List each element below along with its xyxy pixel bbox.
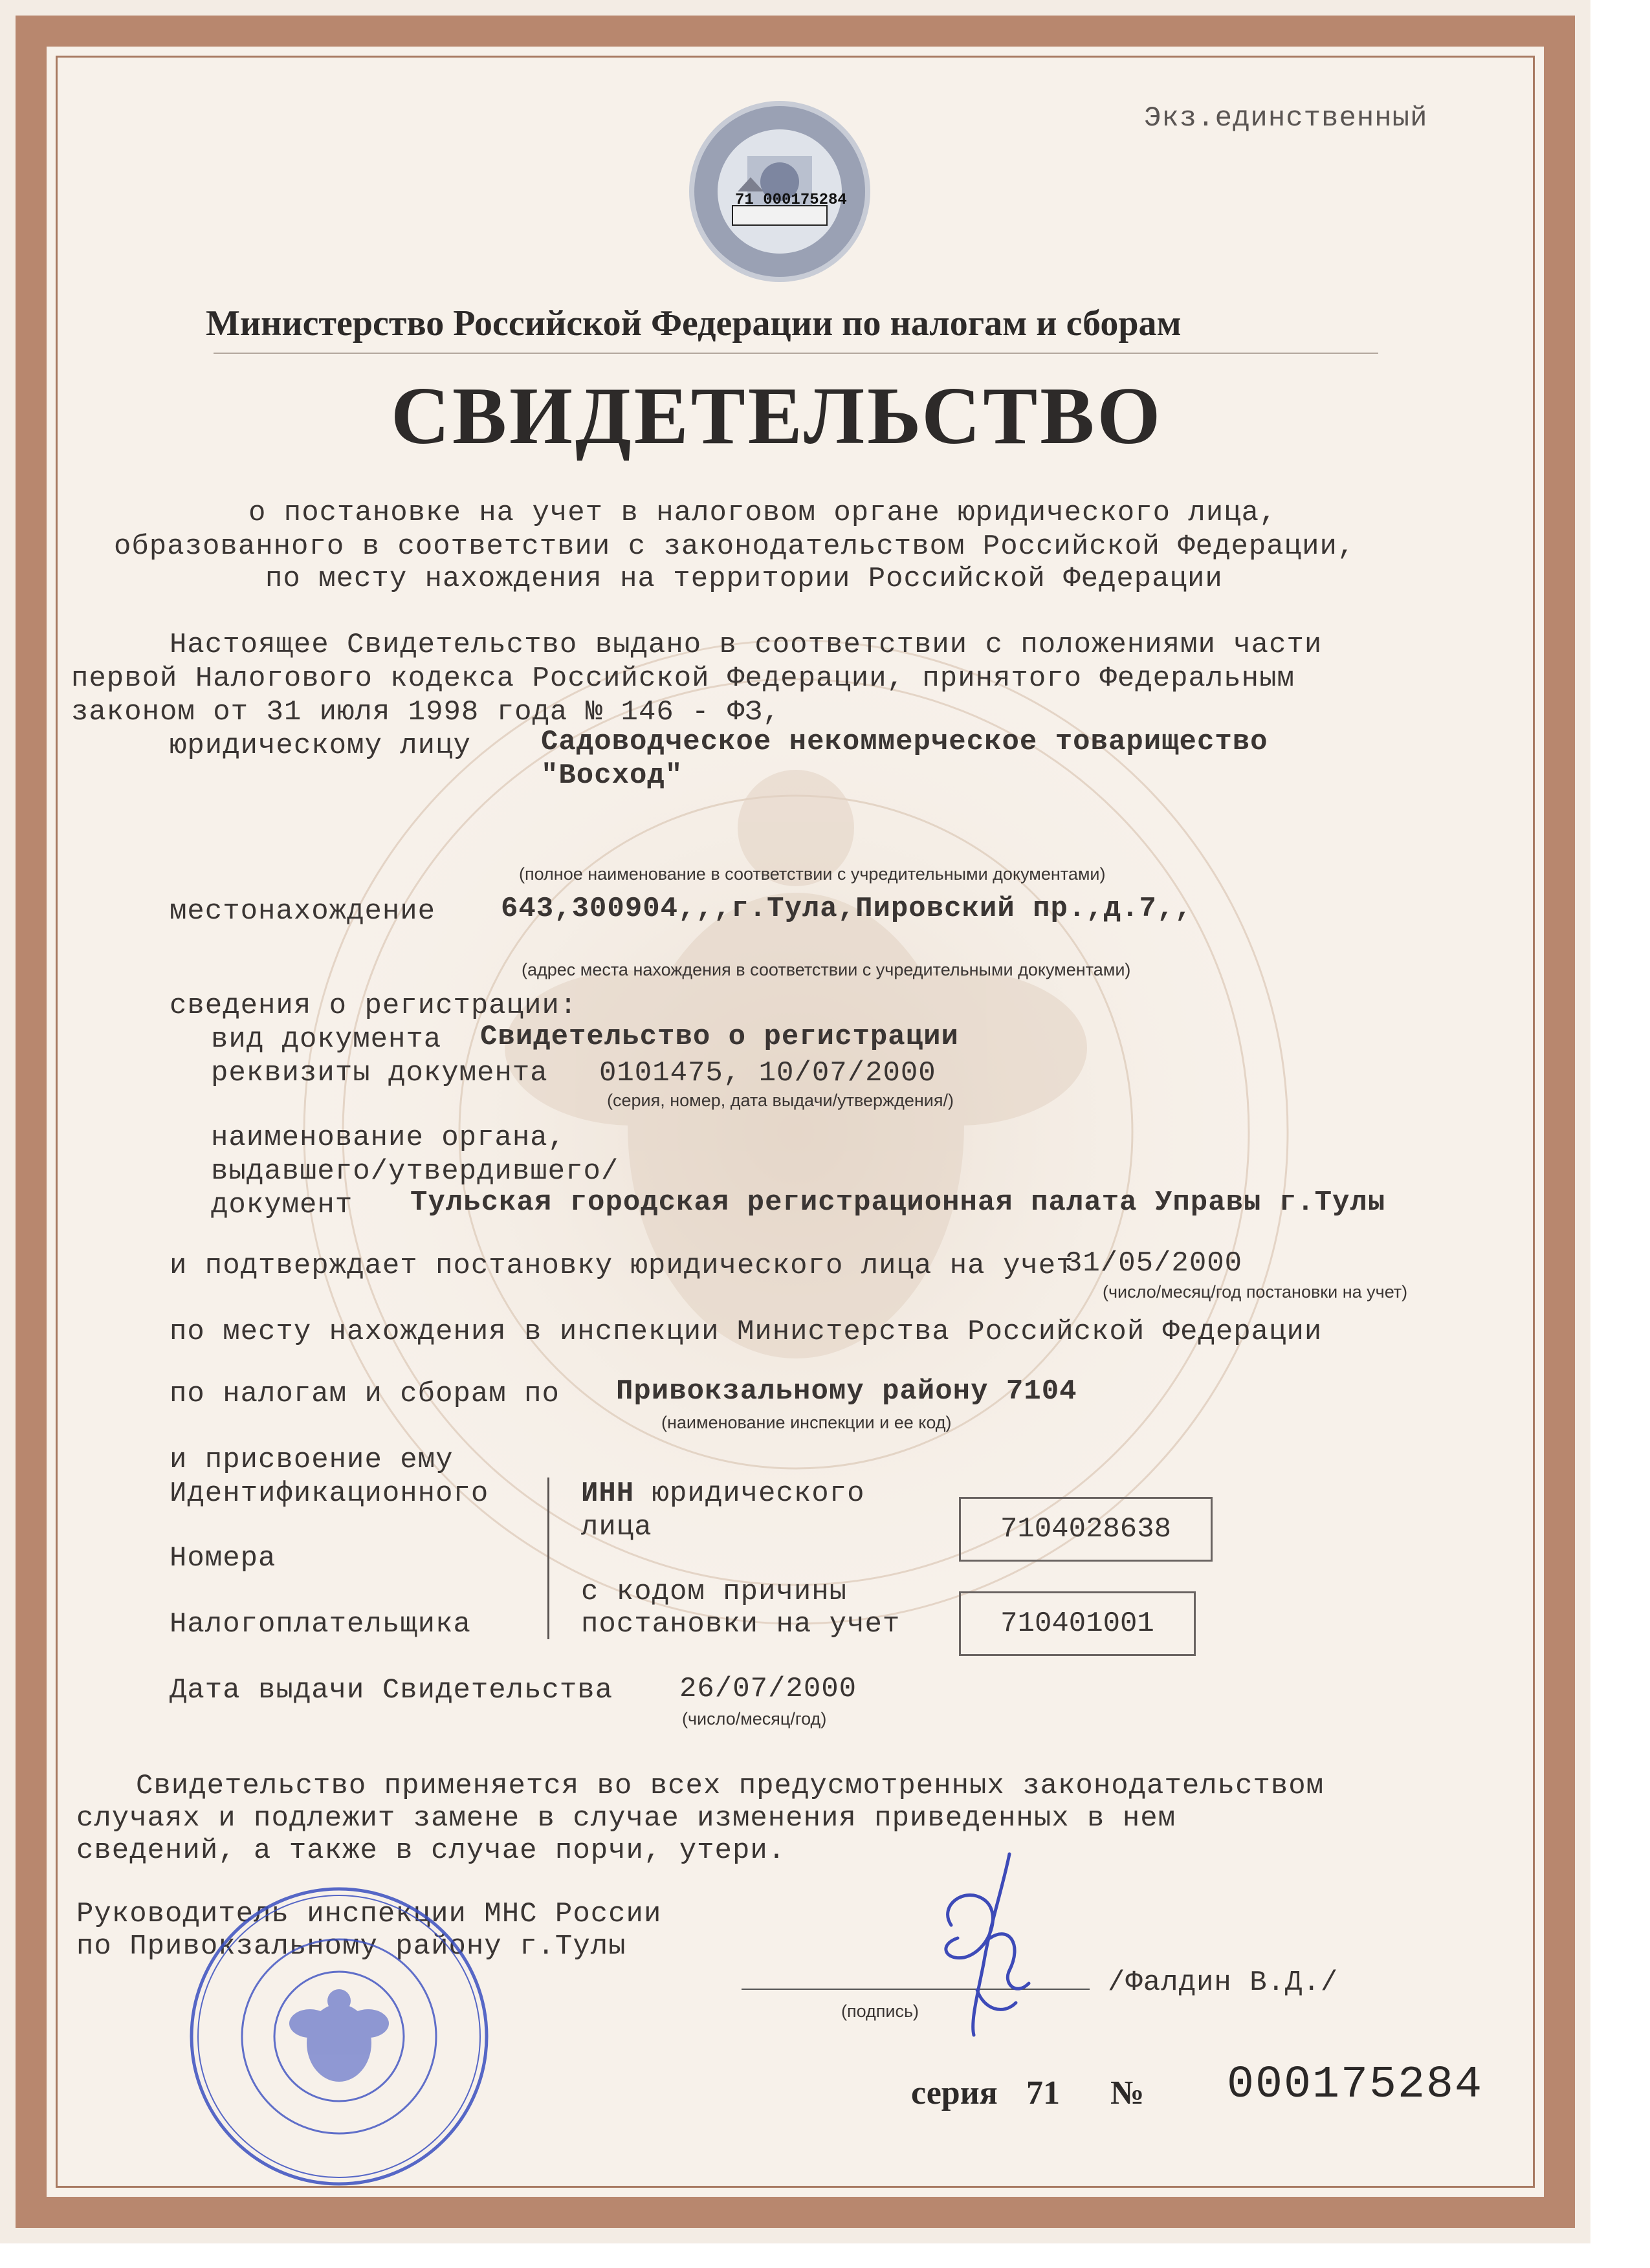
ministry-underline xyxy=(214,353,1378,354)
inn-label-bold: ИНН xyxy=(581,1477,635,1510)
issue-label: Дата выдачи Свидетельства xyxy=(170,1674,613,1706)
confirm-line-2: по месту нахождения в инспекции Министерства Российской Федерации xyxy=(170,1316,1323,1348)
org-label-2: выдавшего/утвердившего/ xyxy=(211,1155,619,1188)
confirm-date: 31/05/2000 xyxy=(1065,1247,1243,1280)
official-stamp xyxy=(184,1881,494,2192)
inn-value: 7104028638 xyxy=(1000,1513,1172,1545)
org-label-1: наименование органа, xyxy=(211,1122,566,1154)
head-name: /Фалдин В.Д./ xyxy=(1108,1967,1339,1999)
inn-left-1: и присвоение ему xyxy=(170,1444,454,1476)
issue-date: 26/07/2000 xyxy=(679,1673,857,1705)
head-line-2: по Привокзальному району г.Тулы xyxy=(76,1930,626,1963)
entity-label: юридическому лицу xyxy=(170,730,471,762)
subtitle-line-3: по месту нахождения на территории Российской Федерации xyxy=(265,563,1223,595)
inspection-name: Привокзальному району 7104 xyxy=(616,1375,1077,1408)
entity-name-quoted: "Восход" xyxy=(541,759,683,792)
org-value: Тульская городская регистрационная палата Управы г.Тулы xyxy=(410,1186,1386,1219)
subtitle-line-1: о постановке на учет в налоговом органе юридического лица, xyxy=(248,497,1277,529)
inn-label-rest: юридического xyxy=(652,1477,865,1510)
signature-mark xyxy=(912,1848,1048,2042)
confirm-text: и подтверждает постановку юридического лица на учет xyxy=(170,1250,1074,1282)
doc-req-value: 0101475, 10/07/2000 xyxy=(599,1057,936,1089)
entity-caption: (полное наименование в соответствии с учредительными документами) xyxy=(519,864,1106,884)
intro-line-2: первой Налогового кодекса Российской Федерации, принятого Федеральным xyxy=(71,662,1295,695)
page-title: СВИДЕТЕЛЬСТВО xyxy=(391,371,1163,461)
kpp-value: 710401001 xyxy=(1000,1608,1154,1640)
footer-line-3: сведений, а также в случае порчи, утери. xyxy=(76,1835,786,1867)
doc-req-caption: (серия, номер, дата выдачи/утверждения/) xyxy=(607,1091,954,1110)
footer-line-1: Свидетельство применяется во всех предусмотренных законодательством xyxy=(136,1770,1325,1802)
kpp-label-2: постановки на учет xyxy=(581,1608,901,1641)
entity-name: Садоводческое некоммерческое товарищество xyxy=(541,726,1268,758)
doc-type-label: вид документа xyxy=(211,1023,442,1056)
kpp-label-1: с кодом причины xyxy=(581,1576,848,1608)
doc-req-label: реквизиты документа xyxy=(211,1057,548,1089)
ministry-heading: Министерство Российской Федерации по налогам и сборам xyxy=(206,303,1182,343)
hologram-serial: 71 000175284 xyxy=(735,191,847,209)
copy-note: Экз.единственный xyxy=(1144,102,1428,135)
inn-divider xyxy=(547,1477,549,1639)
series-label: серия xyxy=(911,2075,998,2111)
confirm-line-3: по налогам и сборам по xyxy=(170,1378,560,1410)
kpp-value-box xyxy=(959,1591,1196,1656)
issue-caption: (число/месяц/год) xyxy=(682,1709,827,1728)
location-value: 643,300904,,,г.Тула,Пировский пр.,д.7,, xyxy=(501,893,1193,925)
inspection-caption: (наименование инспекции и ее код) xyxy=(661,1413,952,1432)
inn-label-2: лица xyxy=(581,1511,652,1543)
subtitle-line-2: образованного в соответствии с законодательством Российской Федерации, xyxy=(114,530,1356,563)
inn-value-box xyxy=(959,1497,1213,1562)
series-value: 71 xyxy=(1026,2075,1060,2111)
inn-left-2: Идентификационного xyxy=(170,1477,489,1510)
intro-line-3: законом от 31 июля 1998 года № 146 - ФЗ, xyxy=(71,696,781,728)
inn-left-3: Номера xyxy=(170,1542,276,1575)
registration-label: сведения о регистрации: xyxy=(170,990,578,1022)
inn-label xyxy=(581,1477,864,1510)
certificate-number: 000175284 xyxy=(1227,2060,1484,2111)
location-caption: (адрес места нахождения в соответствии с учредительными документами) xyxy=(522,960,1131,979)
footer-line-2: случаях и подлежит замене в случае изменения приведенных в нем xyxy=(76,1802,1176,1835)
number-label: № xyxy=(1110,2075,1145,2111)
org-label-3: документ xyxy=(211,1189,353,1221)
head-line-1: Руководитель инспекции МНС России xyxy=(76,1898,662,1930)
location-label: местонахождение xyxy=(170,895,436,928)
confirm-caption: (число/месяц/год постановки на учет) xyxy=(1103,1282,1408,1302)
doc-type-value: Свидетельство о регистрации xyxy=(480,1021,959,1053)
signature-caption: (подпись) xyxy=(841,2001,919,2021)
inn-left-4: Налогоплательщика xyxy=(170,1608,471,1641)
intro-line-1: Настоящее Свидетельство выдано в соответствии с положениями части xyxy=(170,629,1323,661)
